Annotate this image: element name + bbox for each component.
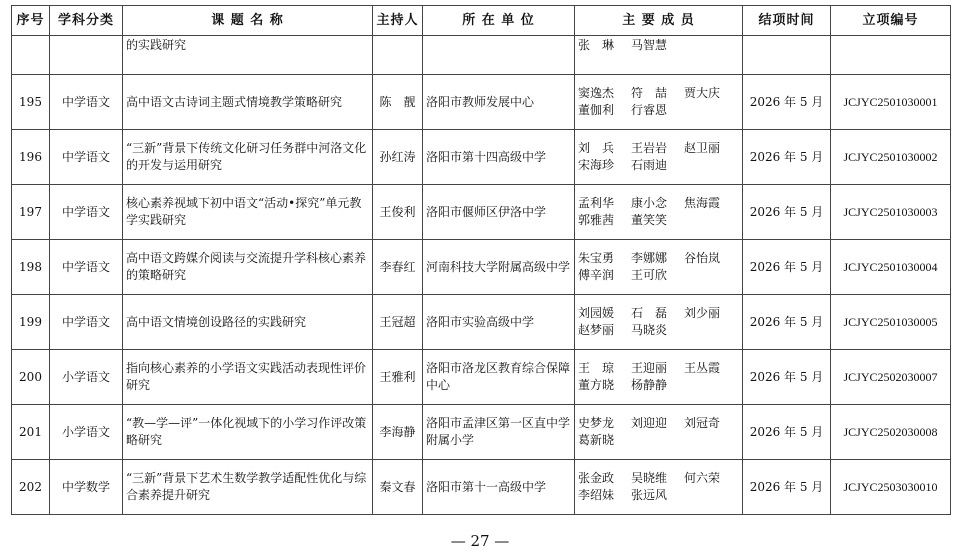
table-row	[12, 295, 951, 350]
header-end-time: 结项时间	[743, 6, 831, 36]
project-table	[11, 5, 951, 515]
member-name: 宋海珍	[578, 158, 615, 172]
cell-end-time: 2026 年 5 月	[743, 240, 831, 295]
member-name: 赵梦丽	[578, 323, 615, 337]
header-category: 学科分类	[50, 6, 123, 36]
member-name: 赵卫丽	[684, 141, 721, 155]
header-members: 主 要 成 员	[575, 6, 743, 36]
cell-unit: 洛阳市孟津区第一区直中学附属小学	[423, 405, 575, 460]
cell-unit: 洛阳市偃师区伊洛中学	[423, 185, 575, 240]
cell-unit: 洛阳市洛龙区教育综合保障中心	[423, 350, 575, 405]
cell-category: 中学语文	[50, 240, 123, 295]
member-name: 康小念	[631, 196, 668, 210]
cell-unit: 洛阳市第十一高级中学	[423, 460, 575, 515]
cell-title: 的实践研究	[123, 36, 373, 75]
cell-no: 201	[12, 405, 50, 460]
member-name: 王迎丽	[631, 361, 668, 375]
member-name: 张 琳	[578, 38, 615, 52]
table-row	[12, 240, 951, 295]
cell-category	[50, 36, 123, 75]
member-name: 王岩岩	[631, 141, 668, 155]
cell-project-no: JCJYC2501030002	[831, 130, 951, 185]
members-list	[578, 140, 739, 174]
cell-category: 中学语文	[50, 185, 123, 240]
member-name: 符 喆	[631, 86, 668, 100]
cell-members	[575, 75, 743, 130]
cell-category: 小学语文	[50, 350, 123, 405]
cell-project-no: JCJYC2501030003	[831, 185, 951, 240]
cell-end-time: 2026 年 5 月	[743, 460, 831, 515]
table-row	[12, 405, 951, 460]
member-name: 董方晓	[578, 378, 615, 392]
member-name: 刘少丽	[684, 306, 721, 320]
cell-host: 陈 靓	[373, 75, 423, 130]
cell-end-time: 2026 年 5 月	[743, 405, 831, 460]
header-title: 课 题 名 称	[123, 6, 373, 36]
member-name: 刘迎迎	[631, 416, 668, 430]
members-list	[578, 360, 739, 394]
cell-members	[575, 130, 743, 185]
cell-project-no: JCJYC2501030004	[831, 240, 951, 295]
cell-no: 200	[12, 350, 50, 405]
cell-members	[575, 295, 743, 350]
cell-title: 高中语文情境创设路径的实践研究	[123, 295, 373, 350]
cell-project-no: JCJYC2501030001	[831, 75, 951, 130]
cell-project-no	[831, 36, 951, 75]
member-name: 王 琼	[578, 361, 615, 375]
header-unit: 所 在 单 位	[423, 6, 575, 36]
table-row	[12, 75, 951, 130]
member-name: 石雨迪	[631, 158, 668, 172]
cell-unit: 洛阳市第十四高级中学	[423, 130, 575, 185]
page-number: — 27 —	[450, 532, 510, 550]
cell-host: 王雅利	[373, 350, 423, 405]
member-name: 刘 兵	[578, 141, 615, 155]
member-name: 马晓炎	[631, 323, 668, 337]
member-name: 葛新晓	[578, 433, 615, 447]
cell-end-time: 2026 年 5 月	[743, 185, 831, 240]
cell-host: 李海静	[373, 405, 423, 460]
member-name: 刘冠奇	[684, 416, 721, 430]
cell-category: 小学语文	[50, 405, 123, 460]
members-list	[578, 250, 739, 284]
member-name: 焦海霞	[684, 196, 721, 210]
members-list	[578, 195, 739, 229]
member-name: 朱宝勇	[578, 251, 615, 265]
member-name: 史梦龙	[578, 416, 615, 430]
table-row	[12, 350, 951, 405]
member-name: 吴晓维	[631, 471, 668, 485]
table-row	[12, 460, 951, 515]
cell-project-no: JCJYC2502030007	[831, 350, 951, 405]
cell-title: 高中语文跨媒介阅读与交流提升学科核心素养的策略研究	[123, 240, 373, 295]
cell-title: “三新”背景下艺术生数学教学适配性优化与综合素养提升研究	[123, 460, 373, 515]
members-list	[578, 305, 739, 339]
cell-title: 核心素养视域下初中语文“活动•探究”单元教学实践研究	[123, 185, 373, 240]
cell-members	[575, 240, 743, 295]
member-name: 李绍妹	[578, 488, 615, 502]
member-name: 马智慧	[631, 38, 668, 52]
cell-end-time	[743, 36, 831, 75]
cell-title: “教—学—评”一体化视域下的小学习作评改策略研究	[123, 405, 373, 460]
cell-project-no: JCJYC2503030010	[831, 460, 951, 515]
cell-host	[373, 36, 423, 75]
member-name: 杨静静	[631, 378, 668, 392]
member-name: 行睿恩	[631, 103, 668, 117]
cell-host: 秦文春	[373, 460, 423, 515]
cell-title: 高中语文古诗词主题式情境教学策略研究	[123, 75, 373, 130]
header-no: 序号	[12, 6, 50, 36]
cell-end-time: 2026 年 5 月	[743, 295, 831, 350]
cell-unit: 河南科技大学附属高级中学	[423, 240, 575, 295]
cell-no: 195	[12, 75, 50, 130]
cell-no: 199	[12, 295, 50, 350]
member-name: 王丛霞	[684, 361, 721, 375]
cell-members	[575, 185, 743, 240]
cell-members	[575, 405, 743, 460]
member-name: 石 磊	[631, 306, 668, 320]
cell-project-no: JCJYC2502030008	[831, 405, 951, 460]
cell-members	[575, 350, 743, 405]
member-name: 孟利华	[578, 196, 615, 210]
member-name: 何六荣	[684, 471, 721, 485]
members-list	[578, 37, 739, 54]
cell-no: 202	[12, 460, 50, 515]
cell-title: “三新”背景下传统文化研习任务群中河洛文化的开发与运用研究	[123, 130, 373, 185]
cell-no: 198	[12, 240, 50, 295]
cell-category: 中学语文	[50, 295, 123, 350]
member-name: 王可欣	[631, 268, 668, 282]
cell-host: 李春红	[373, 240, 423, 295]
cell-end-time: 2026 年 5 月	[743, 350, 831, 405]
cell-host: 孙红涛	[373, 130, 423, 185]
table-row	[12, 185, 951, 240]
member-name: 谷怡岚	[684, 251, 721, 265]
member-name: 郭雅茜	[578, 213, 615, 227]
member-name: 张金政	[578, 471, 615, 485]
member-name: 张远风	[631, 488, 668, 502]
header-project-no: 立项编号	[831, 6, 951, 36]
cell-category: 中学语文	[50, 75, 123, 130]
member-name: 贾大庆	[684, 86, 721, 100]
cell-no: 196	[12, 130, 50, 185]
members-list	[578, 415, 739, 449]
cell-unit: 洛阳市实验高级中学	[423, 295, 575, 350]
member-name: 窦逸杰	[578, 86, 615, 100]
cell-no	[12, 36, 50, 75]
cell-end-time: 2026 年 5 月	[743, 75, 831, 130]
cell-title: 指向核心素养的小学语文实践活动表现性评价研究	[123, 350, 373, 405]
cell-unit: 洛阳市教师发展中心	[423, 75, 575, 130]
cell-members	[575, 460, 743, 515]
members-list	[578, 85, 739, 119]
cell-project-no: JCJYC2501030005	[831, 295, 951, 350]
cell-end-time: 2026 年 5 月	[743, 130, 831, 185]
cell-host: 王俊利	[373, 185, 423, 240]
member-name: 李娜娜	[631, 251, 668, 265]
cell-unit	[423, 36, 575, 75]
members-list	[578, 470, 739, 504]
member-name: 董笑笑	[631, 213, 668, 227]
cell-no: 197	[12, 185, 50, 240]
cell-host: 王冠超	[373, 295, 423, 350]
member-name: 傅辛润	[578, 268, 615, 282]
member-name: 董伽利	[578, 103, 615, 117]
cell-category: 中学语文	[50, 130, 123, 185]
header-host: 主持人	[373, 6, 423, 36]
table-row	[12, 130, 951, 185]
member-name: 刘园媛	[578, 306, 615, 320]
cell-members	[575, 36, 743, 75]
header-row	[12, 6, 951, 36]
continued-row	[12, 36, 951, 75]
cell-category: 中学数学	[50, 460, 123, 515]
